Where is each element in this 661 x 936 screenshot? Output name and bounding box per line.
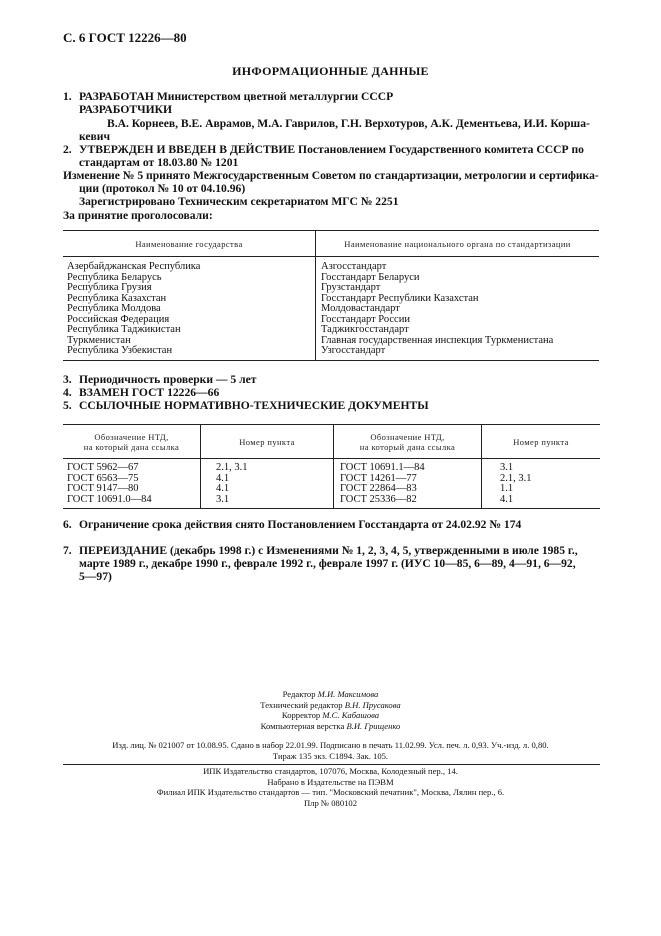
publisher-line1: ИПК Издательство стандартов, 107076, Москва, Колодезный пер., 14. <box>203 766 458 776</box>
item-1-number: 1. <box>63 90 72 103</box>
ref-clauses-right: 3.1 2.1, 3.1 1.1 4.1 <box>500 462 532 505</box>
item-6-text: Ограничение срока действия снято Постановлением Госстандарта от 24.02.92 № 174 <box>79 518 522 531</box>
item-1-text: РАЗРАБОТАН Министерством цветной металлургии СССР <box>79 90 394 103</box>
item-1-developers-cont: кевич <box>79 130 111 143</box>
item-6-number: 6. <box>63 518 72 531</box>
page-header: С. 6 ГОСТ 12226—80 <box>63 30 187 45</box>
imprint-credits <box>0 689 661 731</box>
voted-heading: За принятие проголосовали: <box>63 209 213 222</box>
registration-note: Зарегистрировано Техническим секретариатом МГС № 2251 <box>79 195 399 208</box>
item-7-text-cont: марте 1989 г., декабре 1990 г., феврале 1992 г., феврале 1997 г. (ИУС 10—85, 6—89, 4—91, 6—92, <box>79 557 576 570</box>
item-2-text-cont: стандартам от 18.03.80 № 1201 <box>79 156 239 169</box>
ref-col4-header: Номер пункта <box>513 436 569 447</box>
item-1-developers-heading: РАЗРАБОТЧИКИ <box>79 103 173 116</box>
item-7-number: 7. <box>63 544 72 557</box>
ref-col2-header: Номер пункта <box>201 425 334 459</box>
item-4-text: ВЗАМЕН ГОСТ 12226—66 <box>79 386 220 399</box>
ref-docs-left: ГОСТ 5962—67 ГОСТ 6563—75 ГОСТ 9147—80 ГОСТ 10691.0—84 <box>63 459 201 509</box>
item-5-number: 5. <box>63 399 72 412</box>
publisher-line3: Филиал ИПК Издательство стандартов — тип. "Московский печатник", Москва, Лялин пер., 6. <box>156 787 505 798</box>
item-1-developers: В.А. Корнеев, В.Е. Аврамов, М.А. Гаврилов, Г.Н. Верхотуров, А.К. Дементьева, И.И. Корша- <box>107 117 590 130</box>
layout-credit: Компьютерная верстка В.И. Грищенко <box>260 720 401 731</box>
imprint-divider <box>63 764 600 765</box>
states-table <box>63 230 599 361</box>
references-table <box>63 424 600 509</box>
item-5-text: ССЫЛОЧНЫЕ НОРМАТИВНО-ТЕХНИЧЕСКИЕ ДОКУМЕНТЫ <box>79 399 429 412</box>
publisher-line2: Набрано в Издательстве на ПЭВМ <box>267 776 394 787</box>
change-note: Изменение № 5 принято Межгосударственным Советом по стандартизации, метрологии и сертифика- <box>63 169 599 182</box>
ref-docs-right: ГОСТ 10691.1—84 ГОСТ 14261—77 ГОСТ 22864—83 ГОСТ 25336—82 <box>334 459 482 509</box>
ref-col3-header: Обозначение НТД, на который дана ссылка <box>334 425 482 459</box>
publisher-line4: Плр № 080102 <box>303 797 358 808</box>
item-2-text: УТВЕРЖДЕН И ВВЕДЕН В ДЕЙСТВИЕ Постановлением Государственного комитета СССР по <box>79 143 584 156</box>
change-note-cont: ции (протокол № 10 от 04.10.96) <box>79 182 246 195</box>
item-4-number: 4. <box>63 386 72 399</box>
bodies-col-header: Наименование национального органа по стандартизации <box>344 238 571 249</box>
tech-editor-credit: Технический редактор В.Н. Прусакова <box>260 699 401 710</box>
print-details-line1: Изд. лиц. № 021007 от 10.08.95. Сдано в набор 22.01.99. Подписано в печать 11.02.99. Усл. печ. л. 0,93. Уч.-изд. л. 0,80. <box>112 740 549 750</box>
item-7-text-end: 5—97) <box>79 570 112 583</box>
print-details <box>0 740 661 761</box>
ref-col1-header: Обозначение НТД, на который дана ссылка <box>63 425 201 459</box>
page-title: ИНФОРМАЦИОННЫЕ ДАННЫЕ <box>232 64 429 78</box>
states-list: Азербайджанская Республика Республика Беларусь Республика Грузия Республика Казахстан Республика Молдова Российская Федерация Республика Таджикистан Туркменистан Республика Узбекистан <box>63 257 316 361</box>
item-7-text: ПЕРЕИЗДАНИЕ (декабрь 1998 г.) с Изменениями № 1, 2, 3, 4, 5, утвержденными в июле 1985 г., <box>79 544 578 557</box>
ref-clauses-left: 2.1, 3.1 4.1 4.1 3.1 <box>201 459 334 509</box>
corrector-credit: Корректор М.С. Кабашова <box>281 710 380 721</box>
editor-credit: Редактор М.И. Максимова <box>282 689 379 699</box>
item-3-number: 3. <box>63 373 72 386</box>
item-2-number: 2. <box>63 143 72 156</box>
bodies-list: Азгосстандарт Госстандарт Беларуси Грузстандарт Госстандарт Республики Казахстан Молдовастандарт Госстандарт России Таджикгосстандарт Главная государственная инспекция Туркменистана Узгосстандарт <box>321 261 554 356</box>
publisher-info <box>0 766 661 808</box>
print-details-line2: Тираж 135 экз. С1894. Зак. 105. <box>272 750 389 761</box>
item-3-text: Периодичность проверки — 5 лет <box>79 373 257 386</box>
states-col-header: Наименование государства <box>63 231 316 257</box>
